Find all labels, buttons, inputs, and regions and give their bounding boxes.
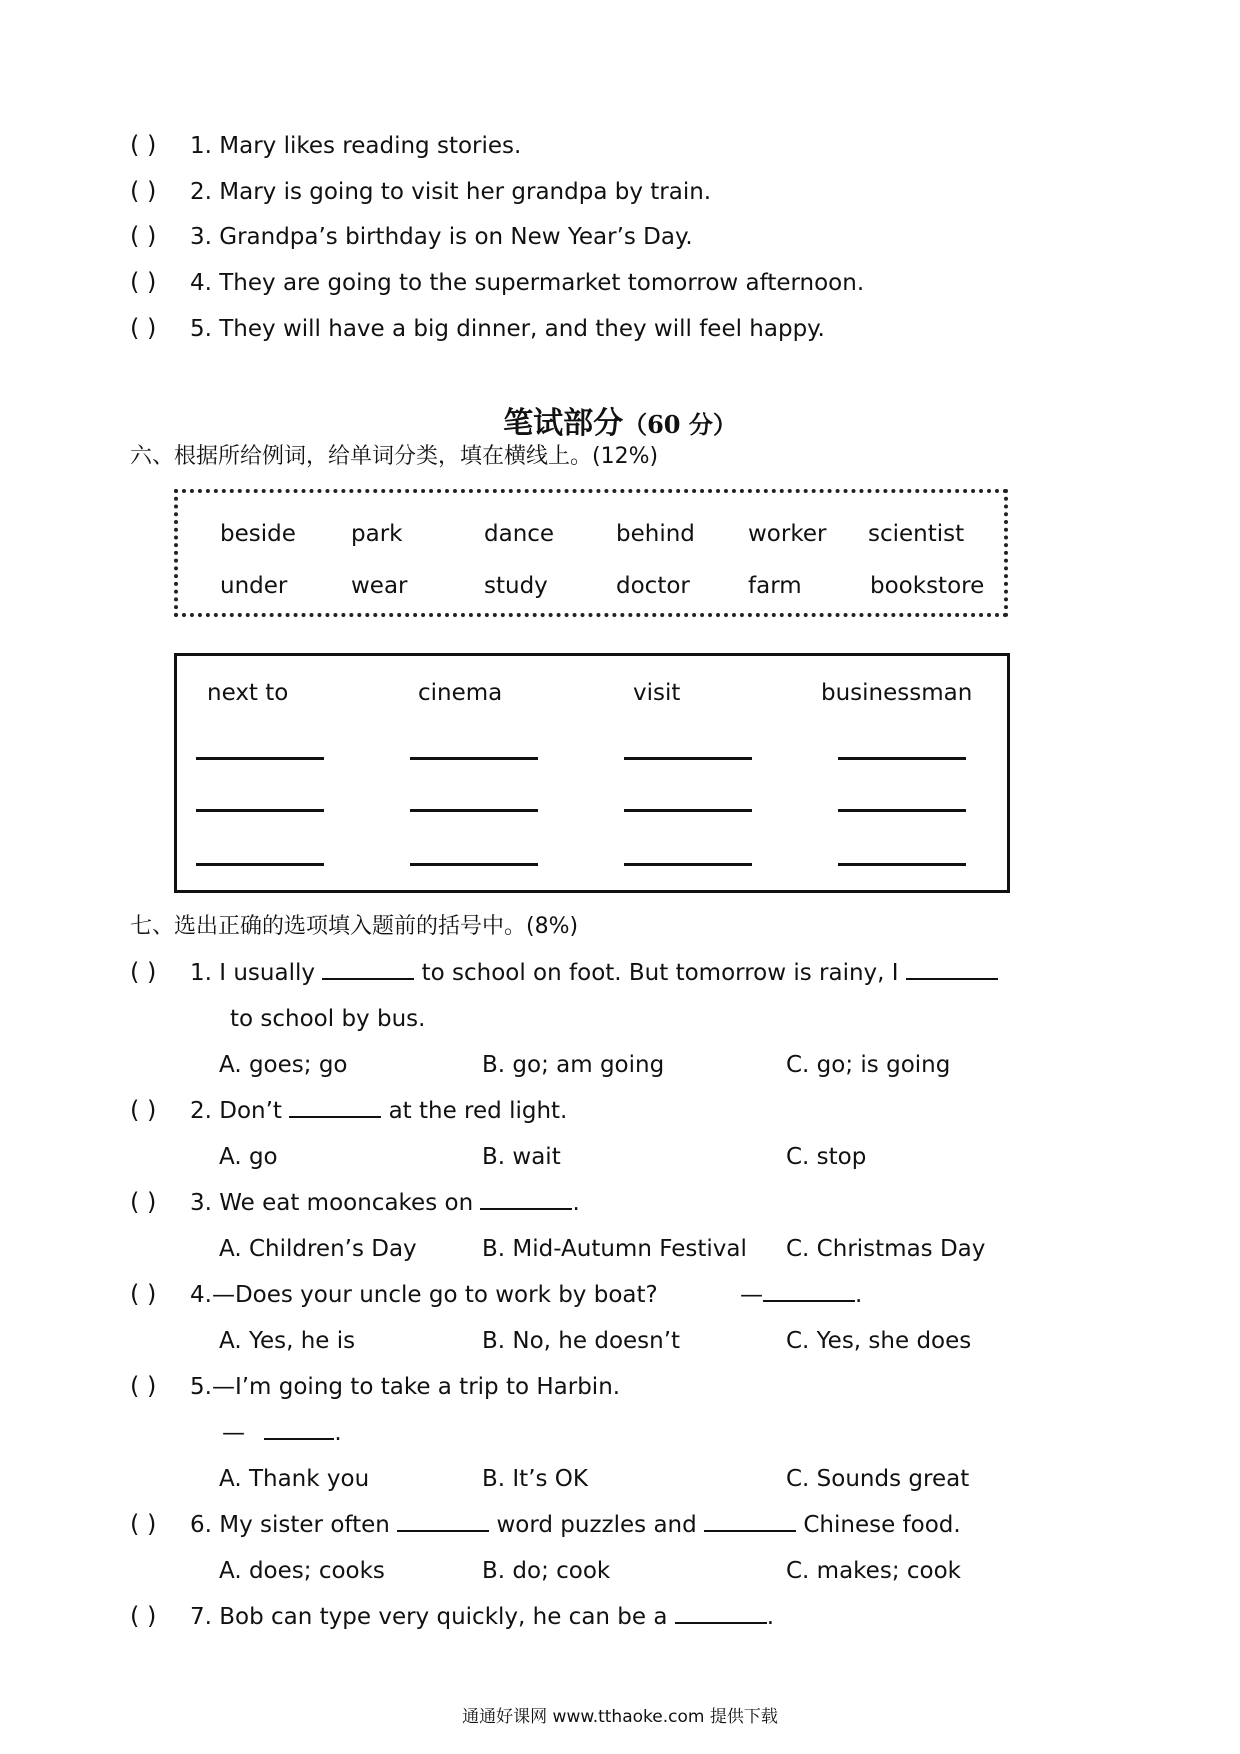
answer-paren[interactable]: ( ) (130, 1602, 157, 1630)
category-label: visit (633, 680, 681, 706)
page-footer: 通通好课网 www.tthaoke.com 提供下载 (462, 1707, 778, 1727)
answer-blank[interactable] (763, 1280, 855, 1302)
statement-1: 1. Mary likes reading stories. (190, 133, 522, 159)
answer-paren[interactable]: ( ) (130, 314, 157, 342)
option-b[interactable]: B. go; am going (482, 1052, 665, 1078)
answer-paren[interactable]: ( ) (130, 958, 157, 986)
word: behind (616, 521, 695, 547)
word-bank-box (174, 489, 1008, 617)
answer-paren[interactable]: ( ) (130, 1280, 157, 1308)
answer-paren[interactable]: ( ) (130, 1510, 157, 1538)
answer-blank[interactable] (906, 958, 998, 980)
answer-blank[interactable] (410, 757, 538, 760)
option-a[interactable]: A. does; cooks (219, 1558, 385, 1584)
word: bookstore (870, 573, 985, 599)
word: wear (351, 573, 408, 599)
question-text: . (855, 1282, 863, 1308)
category-box (174, 653, 1010, 893)
option-c[interactable]: C. Sounds great (786, 1466, 970, 1492)
statement-3: 3. Grandpa’s birthday is on New Year’s Day. (190, 224, 693, 250)
answer-blank[interactable] (264, 1418, 334, 1440)
question-6 (190, 1510, 961, 1540)
word: under (220, 573, 288, 599)
option-b[interactable]: B. It’s OK (482, 1466, 588, 1492)
answer-blank[interactable] (838, 809, 966, 812)
answer-blank[interactable] (397, 1510, 489, 1532)
word: beside (220, 521, 296, 547)
question-text: . (572, 1190, 580, 1216)
question-4-answer (740, 1280, 862, 1310)
answer-blank[interactable] (624, 863, 752, 866)
question-text: . (766, 1604, 775, 1630)
option-c[interactable]: C. Yes, she does (786, 1328, 972, 1354)
option-a[interactable]: A. Children’s Day (219, 1236, 417, 1262)
option-c[interactable]: C. Christmas Day (786, 1236, 986, 1262)
answer-paren[interactable]: ( ) (130, 268, 157, 296)
answer-blank[interactable] (322, 958, 414, 980)
question-text: 1. I usually (190, 960, 315, 986)
word: worker (748, 521, 827, 547)
question-1 (190, 958, 998, 988)
dash: — (222, 1420, 245, 1446)
answer-blank[interactable] (704, 1510, 796, 1532)
answer-blank[interactable] (196, 863, 324, 866)
answer-blank[interactable] (838, 757, 966, 760)
question-text: 6. My sister often (190, 1512, 390, 1538)
question-text: word puzzles and (496, 1512, 697, 1538)
question-4: 4.—Does your uncle go to work by boat? (190, 1282, 658, 1308)
answer-blank[interactable] (410, 863, 538, 866)
question-7 (190, 1602, 774, 1632)
written-title-text: 笔试部分 (503, 406, 624, 441)
word: dance (484, 521, 555, 547)
answer-blank[interactable] (675, 1602, 767, 1624)
category-label: next to (207, 680, 289, 706)
written-section-title (0, 398, 1240, 442)
option-a[interactable]: A. go (219, 1144, 278, 1170)
answer-paren[interactable]: ( ) (130, 222, 157, 250)
dash: — (740, 1282, 763, 1308)
answer-blank[interactable] (196, 809, 324, 812)
section-7-heading: 七、选出正确的选项填入题前的括号中。(8%) (130, 914, 579, 939)
answer-blank[interactable] (480, 1188, 572, 1210)
option-c[interactable]: C. stop (786, 1144, 867, 1170)
question-text: at the red light. (388, 1098, 568, 1124)
word: park (351, 521, 403, 547)
written-title-score: （60 分） (623, 410, 737, 439)
answer-blank[interactable] (838, 863, 966, 866)
question-5-answer (222, 1418, 342, 1448)
answer-paren[interactable]: ( ) (130, 1096, 157, 1124)
answer-blank[interactable] (624, 757, 752, 760)
answer-blank[interactable] (289, 1096, 381, 1118)
question-text: 3. We eat mooncakes on (190, 1190, 474, 1216)
answer-paren[interactable]: ( ) (130, 1188, 157, 1216)
answer-paren[interactable]: ( ) (130, 1372, 157, 1400)
question-text: 2. Don’t (190, 1098, 282, 1124)
question-text: to school on foot. But tomorrow is rainy, I (421, 960, 899, 986)
answer-paren[interactable]: ( ) (130, 177, 157, 205)
word: farm (748, 573, 802, 599)
option-a[interactable]: A. Thank you (219, 1466, 370, 1492)
option-c[interactable]: C. go; is going (786, 1052, 951, 1078)
question-3 (190, 1188, 580, 1218)
word: doctor (616, 573, 690, 599)
option-b[interactable]: B. No, he doesn’t (482, 1328, 681, 1354)
statement-5: 5. They will have a big dinner, and they will feel happy. (190, 316, 825, 342)
statement-2: 2. Mary is going to visit her grandpa by train. (190, 179, 712, 205)
category-label: cinema (418, 680, 503, 706)
word: scientist (868, 521, 965, 547)
question-text: Chinese food. (803, 1512, 961, 1538)
answer-blank[interactable] (624, 809, 752, 812)
option-b[interactable]: B. Mid-Autumn Festival (482, 1236, 747, 1262)
option-a[interactable]: A. goes; go (219, 1052, 348, 1078)
question-2 (190, 1096, 567, 1126)
option-c[interactable]: C. makes; cook (786, 1558, 961, 1584)
option-b[interactable]: B. do; cook (482, 1558, 611, 1584)
question-text: 7. Bob can type very quickly, he can be a (190, 1604, 668, 1630)
category-label: businessman (821, 680, 973, 706)
question-5: 5.—I’m going to take a trip to Harbin. (190, 1374, 621, 1400)
word: study (484, 573, 548, 599)
option-a[interactable]: A. Yes, he is (219, 1328, 356, 1354)
answer-blank[interactable] (196, 757, 324, 760)
answer-paren[interactable]: ( ) (130, 131, 157, 159)
option-b[interactable]: B. wait (482, 1144, 561, 1170)
question-text: . (334, 1420, 342, 1446)
question-1-cont: to school by bus. (230, 1006, 426, 1032)
answer-blank[interactable] (410, 809, 538, 812)
section-6-heading: 六、根据所给例词，给单词分类，填在横线上。(12%) (130, 444, 659, 469)
statement-4: 4. They are going to the supermarket tomorrow afternoon. (190, 270, 865, 296)
